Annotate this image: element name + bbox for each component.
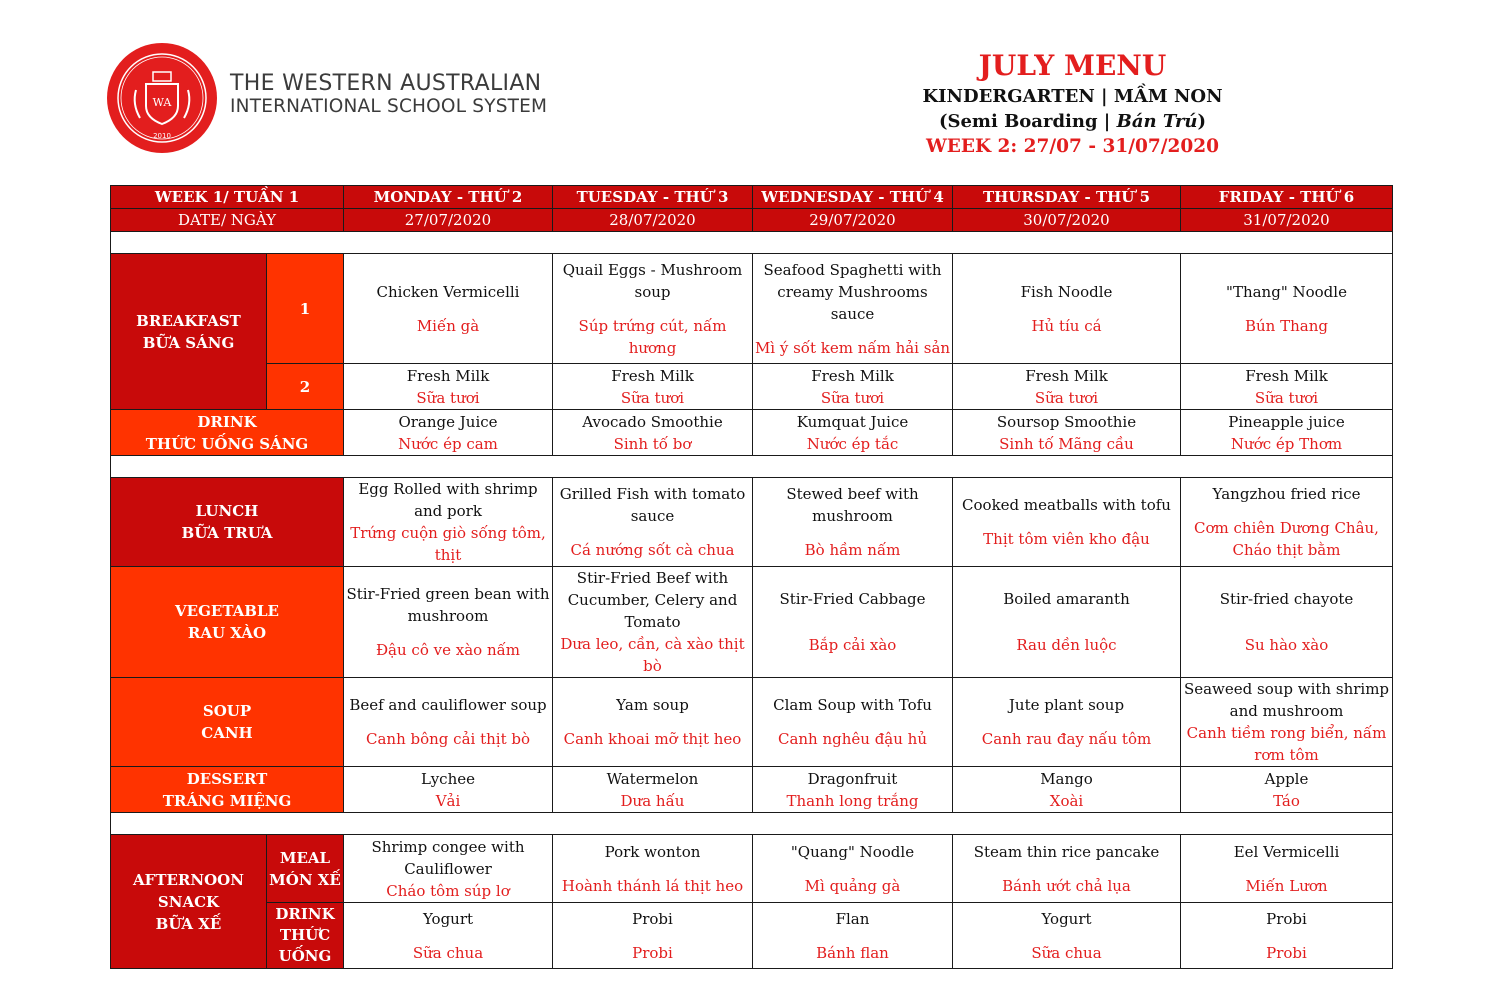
dish-vi: Sữa chua: [1031, 943, 1102, 962]
menu-cell: [1181, 767, 1393, 813]
dish-vi: Bánh flan: [816, 943, 889, 962]
school-name-line1: THE WESTERN AUSTRALIAN: [230, 71, 542, 96]
menu-cell: [753, 903, 953, 969]
lunch-label-en: LUNCH: [195, 502, 259, 520]
snack-label-3: BỮA XẾ: [155, 914, 222, 933]
dish-vi: Đậu cô ve xào nấm: [375, 641, 521, 659]
dish-vi: Cơm chiên Dương Châu, Cháo thịt bằm: [1194, 519, 1379, 559]
dish-vi: Sữa tươi: [620, 388, 685, 407]
dish-vi: Sữa tươi: [1254, 388, 1319, 407]
dish-vi: Probi: [632, 943, 673, 962]
school-crest-icon: [106, 42, 218, 154]
menu-cell: [344, 678, 553, 767]
menu-cell: [953, 410, 1181, 456]
dish-en: Yogurt: [422, 909, 474, 928]
dish-en: Cooked meatballs with tofu: [962, 496, 1171, 514]
menu-cell: [953, 835, 1181, 903]
dish-en: Kumquat Juice: [796, 412, 909, 431]
school-name: [230, 72, 547, 117]
dish-vi: Bò hầm nấm: [804, 541, 901, 559]
dish-en: Chicken Vermicelli: [376, 282, 520, 301]
day-header: MONDAY - THỨ 2: [344, 186, 553, 209]
menu-week: WEEK 2: 27/07 - 31/07/2020: [926, 136, 1219, 157]
dish-vi: Súp trứng cút, nấm hương: [578, 316, 727, 357]
dish-vi: Canh nghêu đậu hủ: [777, 730, 928, 748]
dish-vi: Trứng cuộn giò sống tôm, thịt: [350, 524, 546, 564]
dish-vi: Canh bông cải thịt bò: [366, 730, 530, 748]
snack-meal-label-en: MEAL: [279, 848, 331, 867]
snack-meal-label: [267, 835, 344, 903]
snack-label: [111, 835, 267, 969]
dish-en: Apple: [1264, 769, 1309, 788]
menu-cell: [753, 410, 953, 456]
lunch-label: [111, 478, 344, 567]
dish-en: Quail Eggs - Mushroom soup: [562, 260, 743, 301]
menu-heading: [900, 48, 1245, 160]
boarding-suffix: ): [1197, 111, 1207, 132]
day-header: THURSDAY - THỨ 5: [953, 186, 1181, 209]
menu-cell: [1181, 678, 1393, 767]
menu-cell: [1181, 364, 1393, 410]
day-header: WEDNESDAY - THỨ 4: [753, 186, 953, 209]
dish-vi: Táo: [1273, 791, 1300, 810]
soup-label-en: SOUP: [202, 702, 252, 720]
dish-en: Stir-Fried Cabbage: [779, 590, 926, 608]
dish-vi: Canh tiềm rong biển, nấm rơm tôm: [1186, 724, 1387, 764]
snack-meal-row: [111, 835, 1393, 903]
date-cell: 30/07/2020: [953, 209, 1181, 232]
dish-en: Stir-fried chayote: [1219, 590, 1354, 608]
spacer: [111, 232, 1393, 254]
snack-meal-label-vi: MÓN XẾ: [269, 870, 341, 889]
dish-vi: Canh rau đay nấu tôm: [981, 730, 1152, 748]
date-cell: 31/07/2020: [1181, 209, 1393, 232]
menu-cell: [553, 410, 753, 456]
breakfast-label-vi: BỮA SÁNG: [142, 333, 235, 352]
dish-en: Boiled amaranth: [1003, 590, 1130, 608]
snack-drink-label-1: DRINK: [275, 905, 335, 923]
dish-vi: Probi: [1266, 943, 1307, 962]
menu-cell: [753, 567, 953, 678]
dish-en: Orange Juice: [398, 412, 498, 431]
dish-en: Eel Vermicelli: [1233, 842, 1340, 861]
menu-cell: [953, 903, 1181, 969]
snack-label-1: AFTERNOON: [133, 870, 244, 889]
day-header: TUESDAY - THỨ 3: [553, 186, 753, 209]
dish-en: Fresh Milk: [406, 366, 490, 385]
snack-drink-row: [111, 903, 1393, 969]
dish-en: Seafood Spaghetti with creamy Mushrooms sauce: [763, 260, 942, 323]
dish-vi: Xoài: [1049, 791, 1084, 810]
svg-text:WA: WA: [152, 96, 172, 109]
dish-vi: Cá nướng sốt cà chua: [570, 541, 735, 559]
menu-cell: [344, 903, 553, 969]
dish-vi: Mì ý sốt kem nấm hải sản: [754, 338, 951, 357]
day-header-row: [111, 186, 1393, 209]
menu-cell: [753, 678, 953, 767]
dish-vi: Hoành thánh lá thịt heo: [561, 876, 744, 895]
dish-en: Stewed beef with mushroom: [786, 485, 919, 525]
dish-en: Mango: [1040, 769, 1093, 788]
spacer-row: [111, 813, 1393, 835]
dish-en: Probi: [632, 909, 673, 928]
drink-label-en: DRINK: [197, 412, 257, 431]
dish-en: Watermelon: [606, 769, 699, 788]
menu-cell: [344, 254, 553, 364]
menu-cell: [553, 678, 753, 767]
breakfast-sub-1: 1: [267, 254, 344, 364]
menu-cell: [753, 767, 953, 813]
menu-boarding: [900, 109, 1245, 134]
menu-cell: [753, 478, 953, 567]
dish-en: Pork wonton: [604, 842, 701, 861]
date-header-row: [111, 209, 1393, 232]
svg-text:2010: 2010: [153, 132, 171, 140]
menu-table: [110, 185, 1393, 969]
dish-en: Seaweed soup with shrimp and mushroom: [1183, 680, 1390, 720]
dish-vi: Sữa tươi: [1034, 388, 1099, 407]
vegetable-label-en: VEGETABLE: [175, 602, 279, 620]
spacer: [111, 456, 1393, 478]
dish-en: Avocado Smoothie: [582, 412, 723, 431]
vegetable-label: [111, 567, 344, 678]
dish-vi: Sữa tươi: [820, 388, 885, 407]
menu-cell: [553, 767, 753, 813]
date-cell: 27/07/2020: [344, 209, 553, 232]
dish-vi: Bún Thang: [1245, 316, 1328, 335]
soup-label-vi: CANH: [201, 724, 253, 742]
breakfast-sub-2: 2: [267, 364, 344, 410]
snack-drink-label-3: UỐNG: [278, 947, 332, 965]
dish-vi: Nước ép tắc: [806, 434, 899, 453]
dish-en: Beef and cauliflower soup: [349, 696, 547, 714]
dish-vi: Dưa hấu: [620, 791, 685, 810]
menu-level: KINDERGARTEN | MẦM NON: [922, 86, 1223, 107]
dish-vi: Vải: [435, 791, 461, 810]
dish-vi: Su hào xào: [1244, 636, 1329, 654]
dish-en: Pineapple juice: [1228, 412, 1345, 431]
dish-en: Flan: [835, 909, 870, 928]
dish-en: Dragonfruit: [807, 769, 898, 788]
dish-en: "Quang" Noodle: [790, 842, 915, 861]
breakfast-row-2: [111, 364, 1393, 410]
soup-row: [111, 678, 1393, 767]
dish-en: Yogurt: [1041, 909, 1092, 928]
menu-cell: [553, 254, 753, 364]
dish-vi: Hủ tíu cá: [1031, 316, 1102, 335]
menu-cell: [344, 567, 553, 678]
menu-title: JULY MENU: [978, 49, 1167, 82]
dish-en: Fish Noodle: [1020, 282, 1113, 301]
dish-en: Probi: [1266, 909, 1307, 928]
menu-cell: [344, 767, 553, 813]
vegetable-label-vi: RAU XÀO: [187, 624, 267, 642]
dish-en: Grilled Fish with tomato sauce: [559, 485, 746, 525]
date-header: DATE/ NGÀY: [111, 209, 344, 232]
date-cell: 28/07/2020: [553, 209, 753, 232]
dish-vi: Nước ép cam: [398, 434, 498, 453]
menu-cell: [953, 364, 1181, 410]
dish-en: Clam Soup with Tofu: [773, 696, 932, 714]
drink-label: [111, 410, 344, 456]
menu-cell: [553, 835, 753, 903]
dish-en: Soursop Smoothie: [996, 412, 1137, 431]
menu-cell: [953, 678, 1181, 767]
drink-row: [111, 410, 1393, 456]
menu-cell: [1181, 410, 1393, 456]
dish-vi: Sinh tố bơ: [613, 434, 692, 453]
dish-en: "Thang" Noodle: [1226, 282, 1347, 301]
menu-cell: [344, 410, 553, 456]
dessert-label: [111, 767, 344, 813]
menu-cell: [953, 567, 1181, 678]
menu-cell: [344, 835, 553, 903]
dish-en: Egg Rolled with shrimp and pork: [358, 480, 538, 520]
menu-cell: [344, 478, 553, 567]
dish-en: Fresh Milk: [1025, 366, 1108, 385]
menu-cell: [553, 567, 753, 678]
breakfast-row-1: [111, 254, 1393, 364]
boarding-prefix: (Semi Boarding |: [938, 111, 1117, 132]
dish-en: Stir-Fried green bean with mushroom: [346, 585, 550, 625]
drink-label-vi: THỨC UỐNG SÁNG: [145, 434, 309, 453]
menu-cell: [753, 254, 953, 364]
school-name-line2: INTERNATIONAL SCHOOL SYSTEM: [230, 95, 548, 117]
spacer-row: [111, 456, 1393, 478]
menu-cell: [1181, 835, 1393, 903]
menu-cell: [753, 364, 953, 410]
dish-en: Jute plant soup: [1008, 696, 1125, 714]
dish-en: Shrimp congee with Cauliflower: [371, 837, 525, 878]
menu-cell: [953, 767, 1181, 813]
dish-en: Yangzhou fried rice: [1212, 485, 1361, 503]
menu-cell: [1181, 903, 1393, 969]
dessert-label-vi: TRÁNG MIỆNG: [162, 791, 292, 810]
breakfast-label-en: BREAKFAST: [136, 311, 241, 330]
dessert-label-en: DESSERT: [186, 769, 268, 788]
dish-vi: Miến gà: [416, 316, 480, 335]
menu-cell: [553, 478, 753, 567]
dish-vi: Mì quảng gà: [804, 876, 901, 895]
soup-label: [111, 678, 344, 767]
menu-cell: [1181, 254, 1393, 364]
dish-en: Stir-Fried Beef with Cucumber, Celery and Tomato: [567, 569, 738, 631]
week-header: WEEK 1/ TUẦN 1: [111, 186, 344, 209]
dish-en: Fresh Milk: [811, 366, 894, 385]
menu-cell: [753, 835, 953, 903]
menu-cell: [553, 364, 753, 410]
dish-en: Lychee: [421, 769, 475, 788]
dish-vi: Bánh ướt chả lụa: [1002, 876, 1131, 895]
lunch-row: [111, 478, 1393, 567]
dish-en: Fresh Milk: [611, 366, 694, 385]
spacer-row: [111, 232, 1393, 254]
dish-vi: Canh khoai mỡ thịt heo: [563, 730, 742, 748]
dish-vi: Miến Lươn: [1245, 876, 1328, 895]
menu-cell: [953, 478, 1181, 567]
menu-cell: [344, 364, 553, 410]
dish-vi: Sữa chua: [412, 943, 484, 962]
menu-cell: [1181, 478, 1393, 567]
dish-vi: Sữa tươi: [416, 388, 480, 407]
dish-vi: Rau dền luộc: [1016, 636, 1117, 654]
dish-en: Yam soup: [616, 696, 689, 714]
dessert-row: [111, 767, 1393, 813]
spacer: [111, 813, 1393, 835]
dish-en: Fresh Milk: [1245, 366, 1328, 385]
dish-vi: Thanh long trắng: [786, 791, 919, 810]
dish-vi: Nước ép Thơm: [1230, 434, 1343, 453]
dish-en: Steam thin rice pancake: [973, 842, 1160, 861]
dish-vi: Thịt tôm viên kho đậu: [983, 530, 1150, 548]
snack-drink-label-2: THỨC: [279, 926, 331, 944]
day-header: FRIDAY - THỨ 6: [1181, 186, 1393, 209]
vegetable-row: [111, 567, 1393, 678]
dish-vi: Sinh tố Mãng cầu: [999, 434, 1134, 453]
breakfast-label: [111, 254, 267, 410]
date-cell: 29/07/2020: [753, 209, 953, 232]
dish-vi: Cháo tôm súp lơ: [386, 881, 510, 900]
lunch-label-vi: BỮA TRƯA: [181, 524, 273, 542]
dish-vi: Bắp cải xào: [808, 636, 897, 654]
snack-label-2: SNACK: [157, 892, 220, 911]
menu-cell: [953, 254, 1181, 364]
menu-cell: [1181, 567, 1393, 678]
boarding-italic: Bán Trú: [1116, 111, 1198, 132]
snack-drink-label: [267, 903, 344, 969]
menu-cell: [553, 903, 753, 969]
dish-vi: Dưa leo, cần, cà xào thịt bò: [560, 635, 745, 675]
